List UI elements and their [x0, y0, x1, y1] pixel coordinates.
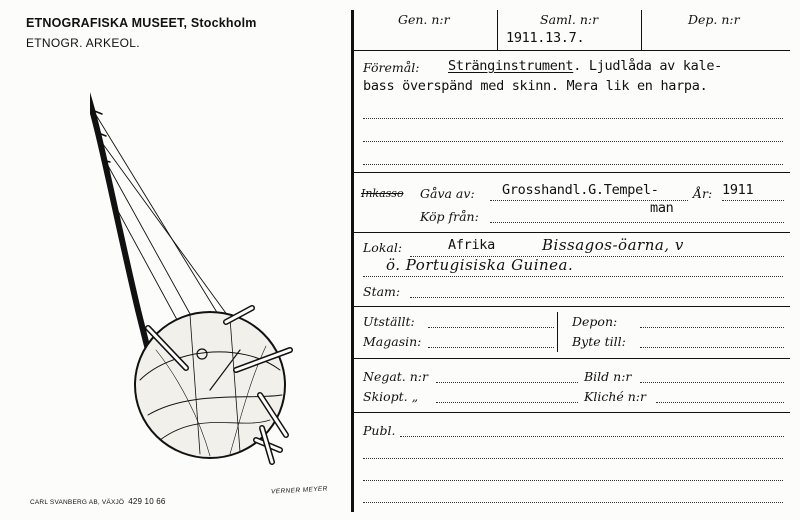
ar-label: År: — [693, 186, 713, 201]
dotted-line — [640, 382, 784, 383]
instrument-drawing — [90, 50, 320, 480]
dotted-line — [656, 402, 784, 403]
dotted-line — [490, 200, 688, 201]
foremal-label: Föremål: — [363, 60, 420, 75]
lokal-label: Lokal: — [363, 240, 403, 255]
card-left-border — [351, 10, 354, 512]
dotted-line — [363, 502, 783, 503]
rule — [351, 412, 790, 413]
depon-label: Depon: — [572, 314, 618, 329]
gava-value-1: Grosshandl.G.Tempel- — [502, 182, 659, 198]
utstallt-label: Utställt: — [363, 314, 415, 329]
form-code: 429 10 66 — [128, 497, 166, 506]
dotted-line — [410, 297, 784, 298]
dotted-line — [363, 480, 783, 481]
printer-name: CARL SVANBERG AB, VÄXJÖ — [30, 499, 125, 506]
struck-label: Inkasso — [361, 187, 404, 200]
bild-label: Bild n:r — [584, 369, 632, 384]
dotted-line — [722, 200, 784, 201]
publ-label: Publ. — [363, 423, 396, 438]
artist-signature: VERNER MEYER — [270, 485, 328, 496]
rule — [351, 358, 790, 359]
dotted-line — [363, 276, 783, 277]
museum-title — [26, 16, 257, 30]
dotted-line — [428, 347, 554, 348]
foremal-line-1 — [448, 58, 722, 74]
rule — [351, 50, 790, 51]
lokal-typed: Afrika — [448, 237, 495, 253]
gava-value-2: man — [650, 200, 674, 216]
foremal-line-1-rest: . Ljudlåda av kale- — [573, 58, 722, 74]
museum-city: Stockholm — [190, 16, 257, 30]
byte-label: Byte till: — [572, 334, 626, 349]
stam-label: Stam: — [363, 284, 401, 299]
lokal-handwritten-1: Bissagos-öarna, v — [542, 236, 684, 254]
magasin-label: Magasin: — [363, 334, 422, 349]
dotted-line — [640, 327, 784, 328]
saml-number-label: Saml. n:r — [540, 12, 599, 27]
lokal-handwritten-2: ö. Portugisiska Guinea. — [386, 256, 574, 274]
printer-imprint — [30, 497, 166, 506]
dotted-line — [400, 436, 784, 437]
kliche-label: Kliché n:r — [584, 389, 646, 404]
dotted-line — [640, 347, 784, 348]
museum-name: ETNOGRAFISKA MUSEET, — [26, 16, 188, 30]
dotted-line — [363, 118, 783, 119]
negat-label: Negat. n:r — [363, 369, 428, 384]
foremal-line-2: bass överspänd med skinn. Mera lik en harpa. — [363, 78, 708, 94]
dotted-line — [428, 327, 554, 328]
foremal-word: Stränginstrument — [448, 58, 574, 74]
rule — [351, 306, 790, 307]
divider — [557, 312, 558, 352]
dotted-line — [436, 382, 578, 383]
museum-header — [26, 16, 257, 50]
ar-value: 1911 — [722, 182, 754, 198]
dotted-line — [363, 164, 783, 165]
rule — [351, 172, 790, 173]
rule — [351, 232, 790, 233]
dep-number-label: Dep. n:r — [688, 12, 740, 27]
dotted-line — [436, 402, 578, 403]
saml-number-value: 1911.13.7. — [506, 30, 585, 46]
divider — [497, 10, 498, 50]
dotted-line — [490, 222, 784, 223]
gen-number-label: Gen. n:r — [398, 12, 450, 27]
gava-label: Gåva av: — [420, 186, 475, 201]
museum-department: ETNOGR. ARKEOL. — [26, 36, 140, 50]
dotted-line — [363, 141, 783, 142]
skiopt-label: Skiopt. „ — [363, 389, 419, 404]
divider — [641, 10, 642, 50]
dotted-line — [363, 458, 783, 459]
kop-label: Köp från: — [420, 209, 479, 224]
